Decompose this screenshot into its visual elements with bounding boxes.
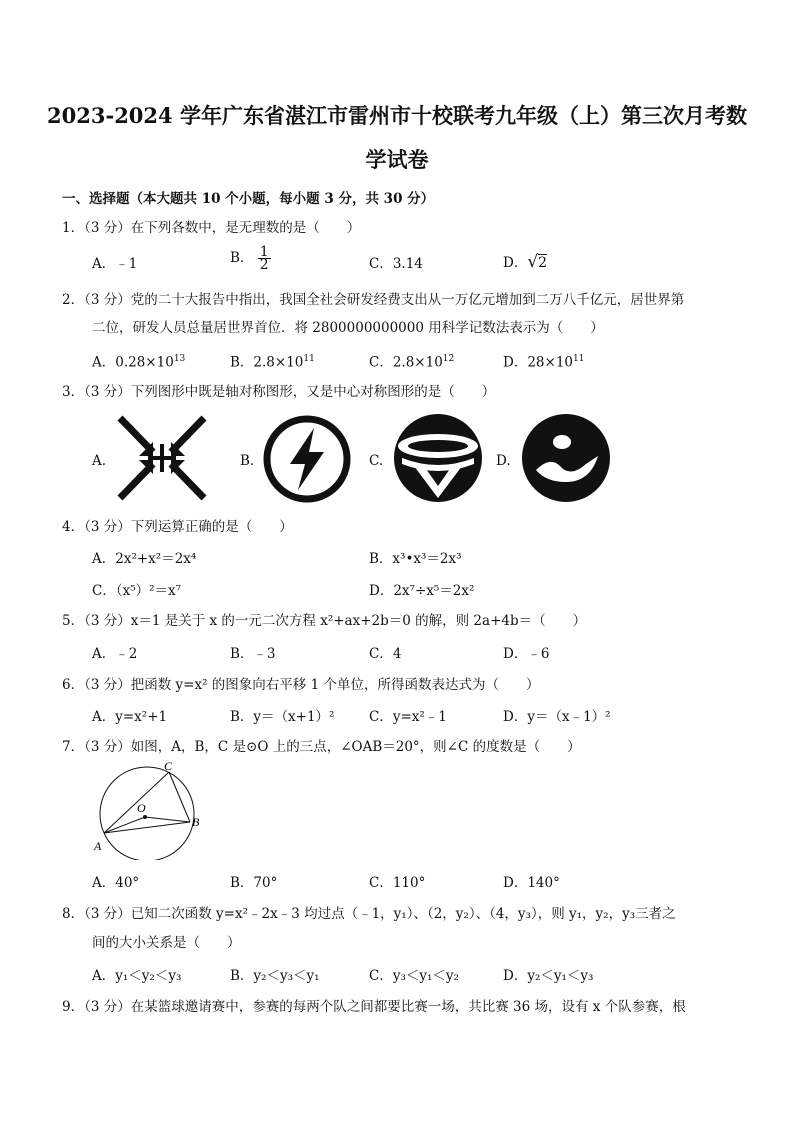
option-d: D．√2 (503, 252, 548, 272)
question-2: 2．（3 分）党的二十大报告中指出，我国全社会研发经费支出从一万亿元增加到二万八千亿元，居世界第 (62, 292, 685, 308)
label-c: C (164, 760, 173, 773)
question-score: （3 分） (84, 220, 131, 236)
option-b-label: B. (240, 453, 255, 469)
option-c-label: C. (369, 453, 384, 469)
question-8: 8．（3 分）已知二次函数 y=x²﹣2x﹣3 均过点（﹣1，y₁）、（2，y₂）、（4，y₃），则 y₁，y₂，y₃三者之 (62, 906, 676, 922)
page-title-line1: 2023-2024 学年广东省湛江市雷州市十校联考九年级（上）第三次月考数 (47, 103, 747, 128)
option-c: C．3.14 (369, 256, 423, 272)
option-a: A．$0.28\times 10^{13}$ (92, 354, 186, 371)
option-d: D．﹣6 (503, 646, 550, 662)
option-c: C．y=x²﹣1 (369, 709, 447, 725)
label-b: B (192, 815, 200, 829)
question-1 (62, 219, 734, 237)
option-d: D．140° (503, 875, 560, 891)
option-a: A．2x²+x²＝2x⁴ (92, 551, 197, 567)
label-o: O (137, 801, 146, 815)
option-d: D．y₂＜y₁＜y₃ (503, 968, 594, 984)
option-d-label: D. (496, 453, 511, 469)
option-a: A．40° (92, 875, 140, 891)
question-3: 3．（3 分）下列图形中既是轴对称图形，又是中心对称图形的是（ ） (62, 384, 496, 400)
option-c: C．$2.8\times 10^{12}$ (369, 354, 455, 371)
option-b: B．$2.8\times 10^{11}$ (230, 354, 315, 371)
option-a: A．﹣1 (92, 256, 138, 272)
option-c: C．110° (369, 875, 426, 891)
section-heading: 一、选择题（本大题共 10 个小题，每小题 3 分，共 30 分） (62, 191, 435, 207)
label-a: A (94, 839, 102, 853)
lightning-circle-figure (262, 414, 352, 504)
option-a: A．y₁＜y₂＜y₃ (92, 968, 182, 984)
wave-emblem-figure (520, 412, 612, 504)
option-a: A．﹣2 (92, 646, 138, 662)
option-c: C．4 (369, 646, 402, 662)
option-b: B．y＝（x+1）² (230, 709, 335, 725)
option-a: A．y=x²+1 (92, 709, 168, 725)
fraction: $\frac{1}{2}$ (259, 244, 269, 273)
question-9: 9．（3 分）在某篮球邀请赛中，参赛的每两个队之间都要比赛一场，共比赛 36 场，设有 x 个队参赛，根 (62, 999, 686, 1015)
question-7: 7．（3 分）如图，A，B，C 是⊙O 上的三点，∠OAB＝20°，则∠C 的度数是（ ） (62, 739, 581, 755)
arrows-inward-figure (115, 414, 209, 502)
option-c: C．y₃＜y₁＜y₂ (369, 968, 459, 984)
question-text: 在下列各数中，是无理数的是（ ） (130, 220, 361, 236)
question-6: 6．（3 分）把函数 y=x² 的图象向右平移 1 个单位，所得函数表达式为（ ） (62, 677, 540, 693)
v-emblem-figure (392, 412, 484, 504)
option-b: B．x³•x³＝2x³ (369, 551, 462, 567)
sqrt-icon: √2 (527, 252, 548, 272)
option-d: D．y＝（x﹣1）² (503, 709, 611, 725)
option-b: B．70° (230, 875, 278, 891)
option-b: B． $\frac{1}{2}$ (230, 244, 269, 273)
question-number: 1． (62, 220, 85, 236)
option-a-label: A. (92, 453, 107, 469)
option-c: C．（x⁵）²＝x⁷ (92, 583, 182, 599)
question-8-line2: 间的大小关系是（ ） (92, 935, 241, 951)
option-b: B．﹣3 (230, 646, 276, 662)
option-b: B．y₂＜y₃＜y₁ (230, 968, 320, 984)
option-d: D．2x⁷÷x⁵＝2x² (369, 583, 475, 599)
option-d: D．$28\times 10^{11}$ (503, 354, 585, 371)
question-4: 4．（3 分）下列运算正确的是（ ） (62, 519, 293, 535)
circle-geometry-figure (92, 760, 212, 860)
page-title-line2: 学试卷 (365, 147, 429, 172)
question-2-line2: 二位，研发人员总量居世界首位．将 2800000000000 用科学记数法表示为（ ） (92, 320, 604, 336)
question-5: 5．（3 分）x＝1 是关于 x 的一元二次方程 x²+ax+2b＝0 的解，则 2a+4b＝（ ） (62, 613, 587, 629)
